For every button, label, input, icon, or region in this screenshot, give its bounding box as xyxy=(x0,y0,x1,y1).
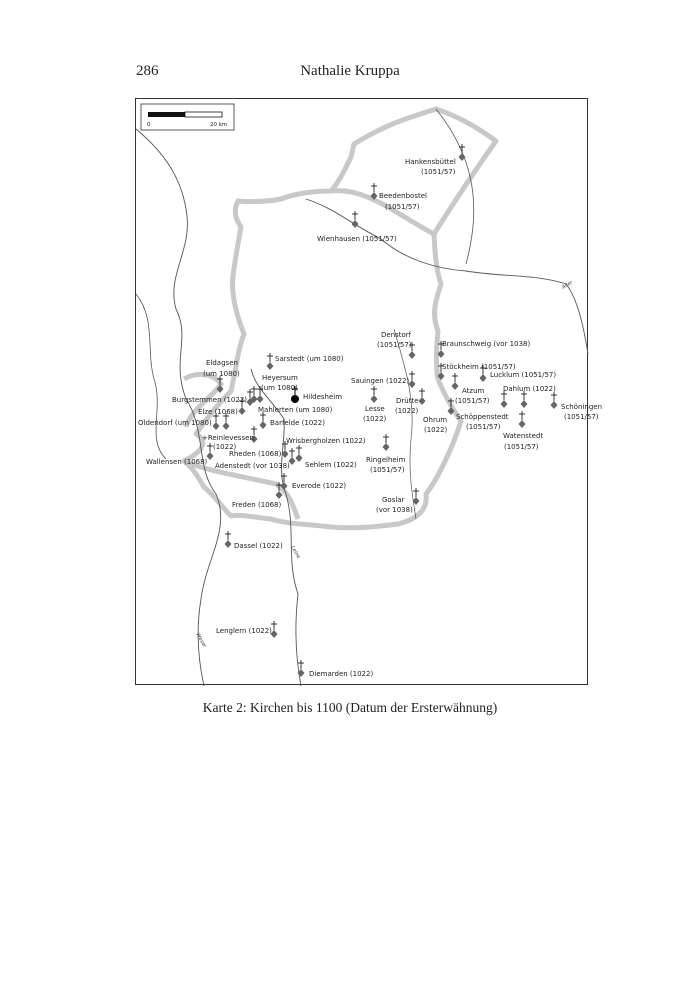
label-oldendorf: Oldendorf (um 1080) xyxy=(138,419,212,427)
label-ohrum-date: (1022) xyxy=(424,426,448,434)
label-sarstedt: Sarstedt (um 1080) xyxy=(275,355,344,363)
label-hankensbuettel-date: (1051/57) xyxy=(421,168,456,176)
label-beedenbostel: Beedenbostel xyxy=(379,192,427,200)
label-denstorf-date: (1051/57) xyxy=(377,341,412,349)
map-caption: Karte 2: Kirchen bis 1100 (Datum der Ersterwähnung) xyxy=(202,700,498,715)
label-schoeningen-date: (1051/57) xyxy=(564,413,599,421)
label-dassel: Dassel (1022) xyxy=(234,542,283,550)
label-hildesheim: Hildesheim xyxy=(303,393,343,401)
river-east-branch xyxy=(436,109,474,264)
church-marker-rheden xyxy=(296,445,303,462)
label-atzum-date: (1051/57) xyxy=(455,397,490,405)
label-eldagsen-date: (um 1080) xyxy=(203,370,240,378)
river-label-weser: Weser xyxy=(194,632,208,649)
label-diemarden: Diemarden (1022) xyxy=(309,670,374,678)
church-marker-barfelde xyxy=(260,412,267,429)
label-mahlerten: Mahlerten (um 1080) xyxy=(258,406,333,414)
label-druette-date: (1022) xyxy=(395,407,419,415)
label-hankensbuettel: Hankensbüttel xyxy=(405,158,456,166)
label-eldagsen: Eldagsen xyxy=(206,359,238,367)
church-marker-dassel xyxy=(225,531,232,548)
label-wienhausen: Wienhausen (1051/57) xyxy=(317,235,397,243)
label-braunschweig: Braunschweig (vor 1038) xyxy=(442,340,531,348)
label-druette: Drütte xyxy=(396,397,419,405)
label-lesse-date: (1022) xyxy=(363,415,387,423)
river-label-leine: Leine xyxy=(289,545,302,560)
label-schoeppenstedt-date: (1051/57) xyxy=(466,423,501,431)
label-lesse: Lesse xyxy=(365,405,385,413)
church-marker-atzum xyxy=(452,373,459,390)
label-ringelheim-date: (1051/57) xyxy=(370,466,405,474)
label-watenstedt-date: (1051/57) xyxy=(504,443,539,451)
church-marker-ringelheim xyxy=(383,434,390,451)
label-schoeppenstedt: Schöppenstedt xyxy=(456,413,509,421)
label-adenstedt: Adenstedt (vor 1038) xyxy=(215,462,290,470)
label-heyersum-date: (um 1080) xyxy=(261,384,298,392)
label-reinlevessen: +Reinlevessen xyxy=(202,434,254,442)
river-west-branch xyxy=(136,294,166,459)
label-everode: Everode (1022) xyxy=(292,482,347,490)
church-marker-dahlum2 xyxy=(521,391,528,408)
label-sauingen: Sauingen (1022) xyxy=(351,377,410,385)
river-label-aller: Aller xyxy=(561,279,574,291)
scale-bar xyxy=(141,104,234,130)
label-freden: Freden (1068) xyxy=(232,501,282,509)
label-goslar: Goslar xyxy=(382,496,405,504)
page-number: 286 xyxy=(136,63,159,79)
scale-distance: 20 km xyxy=(210,122,228,128)
church-marker-watenstedt xyxy=(519,411,526,428)
label-lenglern: Lenglern (1022) xyxy=(216,627,272,635)
label-burgstemmen: Burgstemmen (1022) xyxy=(172,396,248,404)
church-marker-lesse xyxy=(371,386,378,403)
label-wallensen: Wallensen (1068) xyxy=(146,458,208,466)
label-dahlum: Dahlum (1022) xyxy=(503,385,556,393)
label-rheden: Rheden (1068) xyxy=(229,450,282,458)
label-goslar-date: (vor 1038) xyxy=(376,506,413,514)
running-title: Nathalie Kruppa xyxy=(300,63,400,79)
scale-zero: 0 xyxy=(147,122,151,128)
church-marker-sarstedt xyxy=(267,353,274,370)
label-sehlem: Sehlem (1022) xyxy=(305,461,357,469)
label-watenstedt: Watenstedt xyxy=(503,432,544,440)
label-beedenbostel-date: (1051/57) xyxy=(385,203,420,211)
label-barfelde: Barfelde (1022) xyxy=(270,419,325,427)
church-marker-dahlum xyxy=(501,391,508,408)
label-atzum: Atzum xyxy=(462,387,485,395)
label-lucklum: Lucklum (1051/57) xyxy=(490,371,557,379)
label-stoeckheim: Stöckheim (1051/57) xyxy=(442,363,516,371)
river-leine xyxy=(251,369,301,686)
church-marker-druette xyxy=(419,388,426,405)
church-marker-sauingen xyxy=(409,371,416,388)
river-aller xyxy=(306,199,588,354)
label-ringelheim: Ringelheim xyxy=(366,456,406,464)
map-frame xyxy=(135,98,603,685)
church-marker-schoeningen xyxy=(551,392,558,409)
label-denstorf: Denstorf xyxy=(381,331,412,339)
label-elze: Elze (1068) xyxy=(198,408,238,416)
label-reinlevessen-date: (1022) xyxy=(213,443,237,451)
label-schoeningen: Schöningen xyxy=(561,403,603,411)
map-canvas xyxy=(136,99,603,686)
label-heyersum: Heyersum xyxy=(262,374,298,382)
label-ohrum: Ohrum xyxy=(423,416,448,424)
label-wrisbergholzen: Wrisbergholzen (1022) xyxy=(286,437,366,445)
